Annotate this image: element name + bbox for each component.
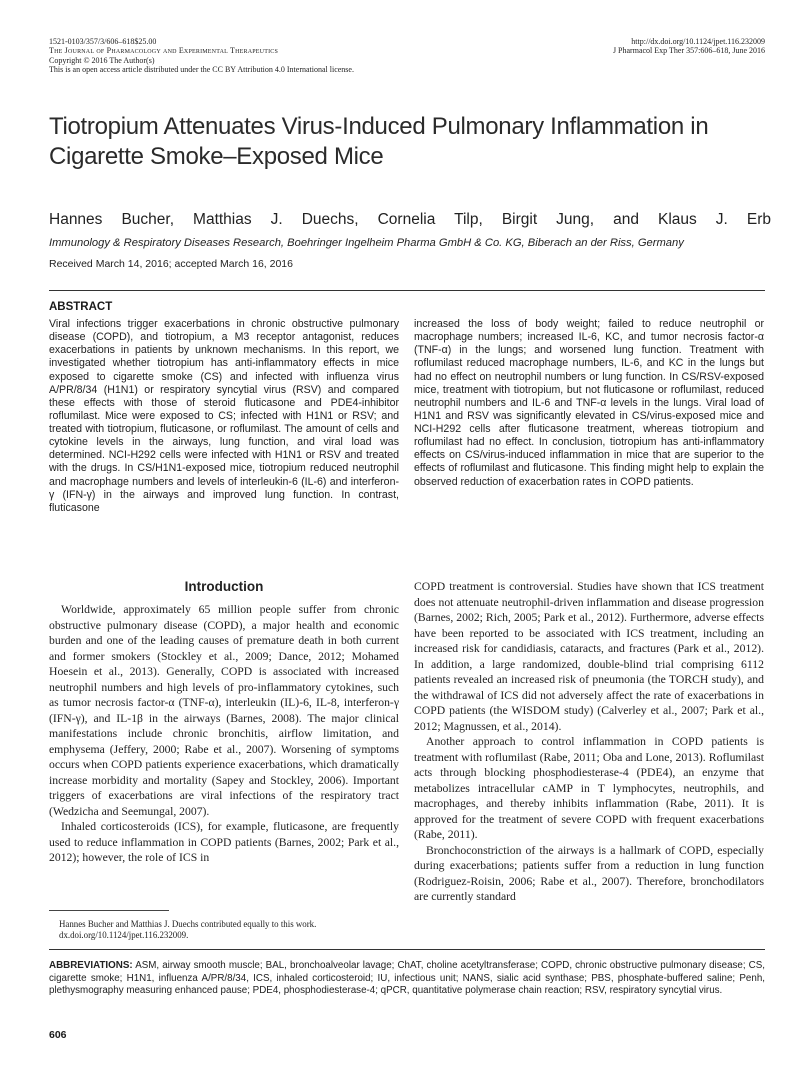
abbreviations-text: ASM, airway smooth muscle; BAL, bronchoalveolar lavage; ChAT, choline acetyltransferase; COPD, chronic obstructive pulmonary disease; CS, cigarette smoke; H1N1, influenza A/PR/8/34, ICS, inhaled corticosteroid; IU, infectious unit; NANS, sialic acid synthase; PBS, phosphate-buffered saline; Penh, plethysmography measuring enhanced pause; PDE4, phosphodiesterase-4; qPCR, quantitative polymerase chain reaction; RSV, respiratory syncytial virus. <box>49 960 765 996</box>
issn-line: 1521-0103/357/3/606–618$25.00 <box>49 37 157 46</box>
body-right-column <box>414 579 764 905</box>
page-number: 606 <box>49 1029 67 1041</box>
intro-paragraph: Inhaled corticosteroids (ICS), for example, fluticasone, are frequently used to reduce inflammation in COPD patients (Barnes, 2002; Park et al., 2012); however, the role of ICS in <box>49 820 399 864</box>
intro-paragraph: Another approach to control inflammation in COPD patients is treatment with roflumilast (Rabe, 2011; Oba and Lone, 2013). Roflumilast acts through blocking phosphodiesterase-4 (PDE4), an enzyme that metabolizes intracellular cAMP in T lymphocytes, neutrophils, and macrophages, and thereby inhibits inflammation (Rabe, 2011). It is approved for the treatment of severe COPD with frequent exacerbations (Rabe, 2011). <box>414 735 764 841</box>
abstract-heading: ABSTRACT <box>49 301 113 313</box>
license-line: This is an open access article distributed under the CC BY Attribution 4.0 International license. <box>49 65 354 75</box>
abstract-top-rule <box>49 290 765 291</box>
copyright-line: Copyright © 2016 The Author(s) <box>49 55 155 65</box>
abbreviations-rule <box>49 949 765 950</box>
running-header-right <box>465 37 765 56</box>
abbreviations-block <box>49 960 765 998</box>
abstract-right-column: increased the loss of body weight; failed to reduce neutrophil or macrophage numbers; increased IL-6, KC, and tumor necrosis factor-α (TNF-α) in the lungs; and worsened lung function. Treatment with roflumilast reduced macrophage numbers, IL-6, and KC in the lungs but had no effect on neutrophil numbers or lung function. In CS/RSV-exposed mice, treatment with tiotropium, but not fluticasone or roflumilast, reduced neutrophil numbers and IL-6 and TNF-α levels in the lungs. Viral load of H1N1 and RSV was significantly elevated in CS/virus-exposed mice and NCI-H292 cells after fluticasone treatment, whereas tiotropium and roflumilast had no effect. In conclusion, tiotropium has anti-inflammatory effects on CS/virus-induced inflammation in mice that are superior to the effects of roflumilast and fluticasone. This finding might help to explain the observed reduction of exacerbation rates in COPD patients. <box>414 318 764 488</box>
footnote <box>59 919 404 941</box>
abstract-left-column: Viral infections trigger exacerbations in chronic obstructive pulmonary disease (COPD), and tiotropium, a M3 receptor antagonist, reduces exacerbations in patients by unknown mechanisms. In this report, we investigated whether tiotropium has anti-inflammatory effects in mice exposed to cigarette smoke (CS) and infected with influenza virus A/PR/8/34 (H1N1) or respiratory syncytial virus (RSV) and compared these effects with those of steroid fluticasone and PDE4-inhibitor roflumilast. Mice were exposed to CS; infected with H1N1 or RSV; and treated with tiotropium, fluticasone, or roflumilast. The amount of cells and cytokine levels in the airways, lung function, and viral load was determined. NCI-H292 cells were infected with H1N1 or RSV and treated with the drugs. In CS/H1N1-exposed mice, tiotropium reduced neutrophil and macrophage numbers and levels of interleukin-6 (IL-6) and interferon-γ (IFN-γ) in the airways and improved lung function. In contrast, fluticasone <box>49 318 399 514</box>
body-left-column <box>49 602 399 866</box>
intro-paragraph: Bronchoconstriction of the airways is a hallmark of COPD, especially during exacerbations; patients suffer from a reduction in lung function (Rodriguez-Roisin, 2006; Rabe et al., 2007). Therefore, bronchodilators are currently standard <box>414 843 764 903</box>
journal-name: The Journal of Pharmacology and Experimental Therapeutics <box>49 46 278 56</box>
footnote-rule <box>49 910 169 911</box>
affiliation: Immunology & Respiratory Diseases Research, Boehringer Ingelheim Pharma GmbH & Co. KG, Biberach an der Riss, Germany <box>49 237 684 249</box>
author-list: Hannes Bucher, Matthias J. Duechs, Cornelia Tilp, Birgit Jung, and Klaus J. Erb <box>49 211 771 228</box>
article-title: Tiotropium Attenuates Virus-Induced Pulmonary Inflammation in Cigarette Smoke–Exposed Mice <box>49 113 709 170</box>
introduction-heading: Introduction <box>184 579 264 594</box>
intro-paragraph: COPD treatment is controversial. Studies have shown that ICS treatment does not attenuate neutrophil-driven inflammation and disease progression (Barnes, 2002; Rich, 2005; Park et al., 2012). Furthermore, adverse effects have been reported to be associated with ICS treatment, including an increased risk for candidiasis, cataracts, and fractures (Park et al., 2012). In addition, a large randomized, double-blind trial comprising 6112 patients revealed an increased risk of pneumonia (the TORCH study), and the withdrawal of ICS did not adversely affect the rate of exacerbations in COPD patients (the WISDOM study) (Calverley et al., 2007; Park et al., 2012; Magnussen, et al., 2014). <box>414 580 764 733</box>
running-header-left <box>49 37 469 75</box>
doi-link[interactable]: http://dx.doi.org/10.1124/jpet.116.232009 <box>631 37 765 46</box>
intro-paragraph: Worldwide, approximately 65 million people suffer from chronic obstructive pulmonary disease (COPD), a major health and economic burden and one of the leading causes of premature death in both current and former smokers (Stockley et al., 2009; Dance, 2012; Mohamed Hoesein et al., 2013). Generally, COPD is associated with increased neutrophil numbers and high levels of pro-inflammatory cytokines, such as tumor necrosis factor-α (TNF-α), interleukin (IL)-6, IL-8, interferon-γ (IFN-γ), and IL-1β in the airways (Barnes, 2008). The major clinical manifestations include chronic bronchitis, airflow limitation, and emphysema (Jeffery, 2000; Rabe et al., 2007). Worsening of symptoms occurs when COPD patients experience exacerbations, which dramatically increase morbidity and mortality (Sapey and Stockley, 2006). Important triggers of exacerbations are viral infections of the respiratory tract (Wedzicha and Seemungal, 2007). <box>49 603 399 818</box>
received-dates: Received March 14, 2016; accepted March 16, 2016 <box>49 258 293 270</box>
footnote-contribution: Hannes Bucher and Matthias J. Duechs contributed equally to this work. <box>59 919 317 929</box>
footnote-doi[interactable]: dx.doi.org/10.1124/jpet.116.232009. <box>59 930 189 940</box>
citation-line: J Pharmacol Exp Ther 357:606–618, June 2016 <box>612 46 765 56</box>
abbreviations-label: ABBREVIATIONS: <box>49 960 133 971</box>
